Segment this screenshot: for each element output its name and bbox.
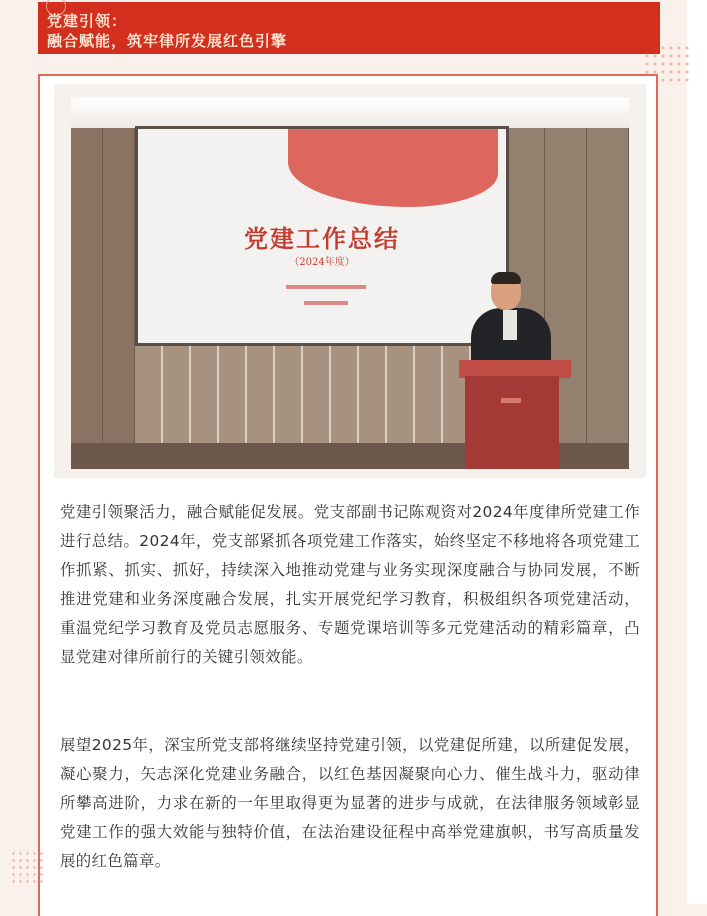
slide-name-line <box>304 301 348 305</box>
section-header <box>38 2 660 54</box>
article-card <box>38 74 658 916</box>
slide-red-swoosh <box>288 129 498 207</box>
projection-screen <box>135 126 509 346</box>
slide-title: 党建工作总结 <box>244 224 400 253</box>
decorative-dot-grid-bottom <box>10 850 44 886</box>
section-title-line2: 融合赋能，筑牢律所发展红色引擎 <box>47 32 288 50</box>
section-title-line1: 党建引领： <box>47 12 128 30</box>
speaker-shirt <box>503 310 517 340</box>
slide-org-line <box>286 285 366 289</box>
podium <box>465 376 559 469</box>
event-photo[interactable] <box>71 98 629 469</box>
podium-emblem <box>501 398 521 403</box>
microphone-icon <box>497 322 500 356</box>
slide-subtitle: （2024年度） <box>289 257 355 268</box>
photo-wall-panels-left <box>71 128 135 469</box>
photo-ceiling <box>71 98 629 128</box>
article-paragraph-1: 党建引领聚活力，融合赋能促发展。党支部副书记陈观资对2024年度律所党建工作进行总结。2024年，党支部紧抓各项党建工作落实，始终坚定不移地将各项党建工作抓紧、抓实、抓好，持续深入地推动党建与业务实现深度融合与协同发展，不断推进党建和业务深度融合发展，扎实开展党纪学习教育，积极组织各项党建活动，重温党纪学习教育及党员志愿服务、专题党课培训等多元党建活动的精彩篇章，凸显党建对律所前行的关键引领效能。 <box>60 503 640 666</box>
speaker-hair <box>491 272 521 284</box>
article-paragraph-2: 展望2025年，深宝所党支部将继续坚持党建引领，以党建促所建，以所建促发展，凝心聚力，矢志深化党建业务融合，以红色基因凝聚向心力、催生战斗力，驱动律所攀高进阶，力求在新的一年里取得更为显著的进步与成就，在法律服务领域彰显党建工作的强大效能与独特价值，在法治建设征程中高举党建旗帜，书写高质量发展的红色篇章。 <box>60 736 640 870</box>
right-margin-strip <box>687 0 707 904</box>
photo-frame <box>54 84 646 478</box>
